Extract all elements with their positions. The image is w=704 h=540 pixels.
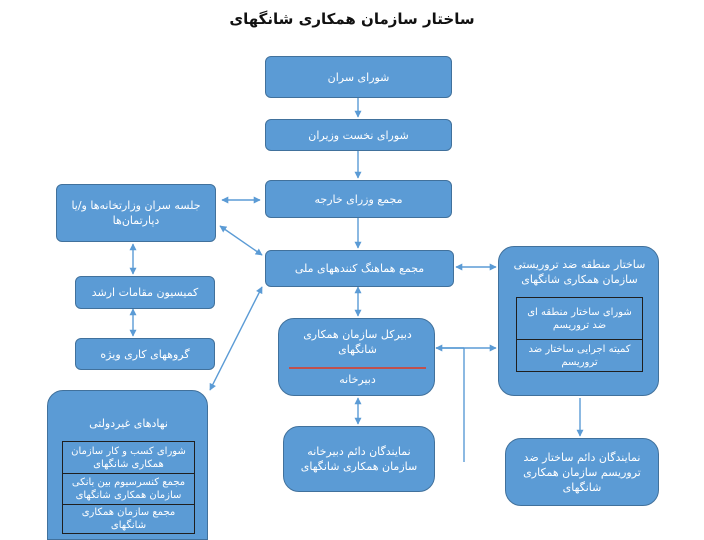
secretary-general-label: دبیرکل سازمان همکاری شانگهای	[303, 328, 412, 356]
box-national-coordinators: مجمع هماهنگ کنندههای ملی	[265, 250, 454, 287]
secretariat-label: دبیرخانه	[339, 373, 376, 386]
arrow-coordinators-nongov	[210, 287, 262, 390]
box-foreign-ministers: مجمع وزرای خارجه	[265, 180, 452, 218]
rats-executive: کمیته اجرایی ساختار ضد تروریسم	[516, 339, 643, 372]
box-secretary-general	[278, 318, 435, 396]
box-senior-officials: کمیسیون مقامات ارشد	[75, 276, 215, 309]
rats-title: ساختار منطقه ضد تروریستی سازمان همکاری شانگهای	[513, 258, 646, 286]
business-council: شورای کسب و کار سازمان همکاری شانگهای	[62, 441, 195, 474]
box-special-groups: گروههای کاری ویژه	[75, 338, 215, 370]
sco-forum: مجمع سازمان همکاری شانگهای	[62, 504, 195, 534]
box-nongov-bodies	[47, 390, 208, 540]
box-rats	[498, 246, 659, 396]
nongov-title: نهادهای غیردولتی	[89, 417, 168, 430]
secretariat-divider	[289, 367, 426, 369]
interbank-consortium: مجمع کنسرسیوم بین بانکی سازمان همکاری شانگهای	[62, 473, 195, 505]
box-heads-of-state: شورای سران	[265, 56, 452, 98]
diagram-title: ساختار سازمان همکاری شانگهای	[229, 10, 475, 28]
box-permanent-reps-secretariat: نمایندگان دائم دبیرخانه سازمان همکاری شانگهای	[283, 426, 435, 492]
rats-council: شورای ساختار منطقه ای ضد تروریسم	[516, 297, 643, 340]
arrow-coordinators-ministers-meeting	[220, 226, 262, 255]
box-ministers-meeting: جلسه سران وزارتخانه‌ها و/یا دپارتمان‌ها	[56, 184, 216, 242]
box-rats-permanent-reps: نمایندگان دائم ساختار ضد تروریسم سازمان همکاری شانگهای	[505, 438, 659, 506]
box-heads-of-government: شورای نخست وزیران	[265, 119, 452, 151]
